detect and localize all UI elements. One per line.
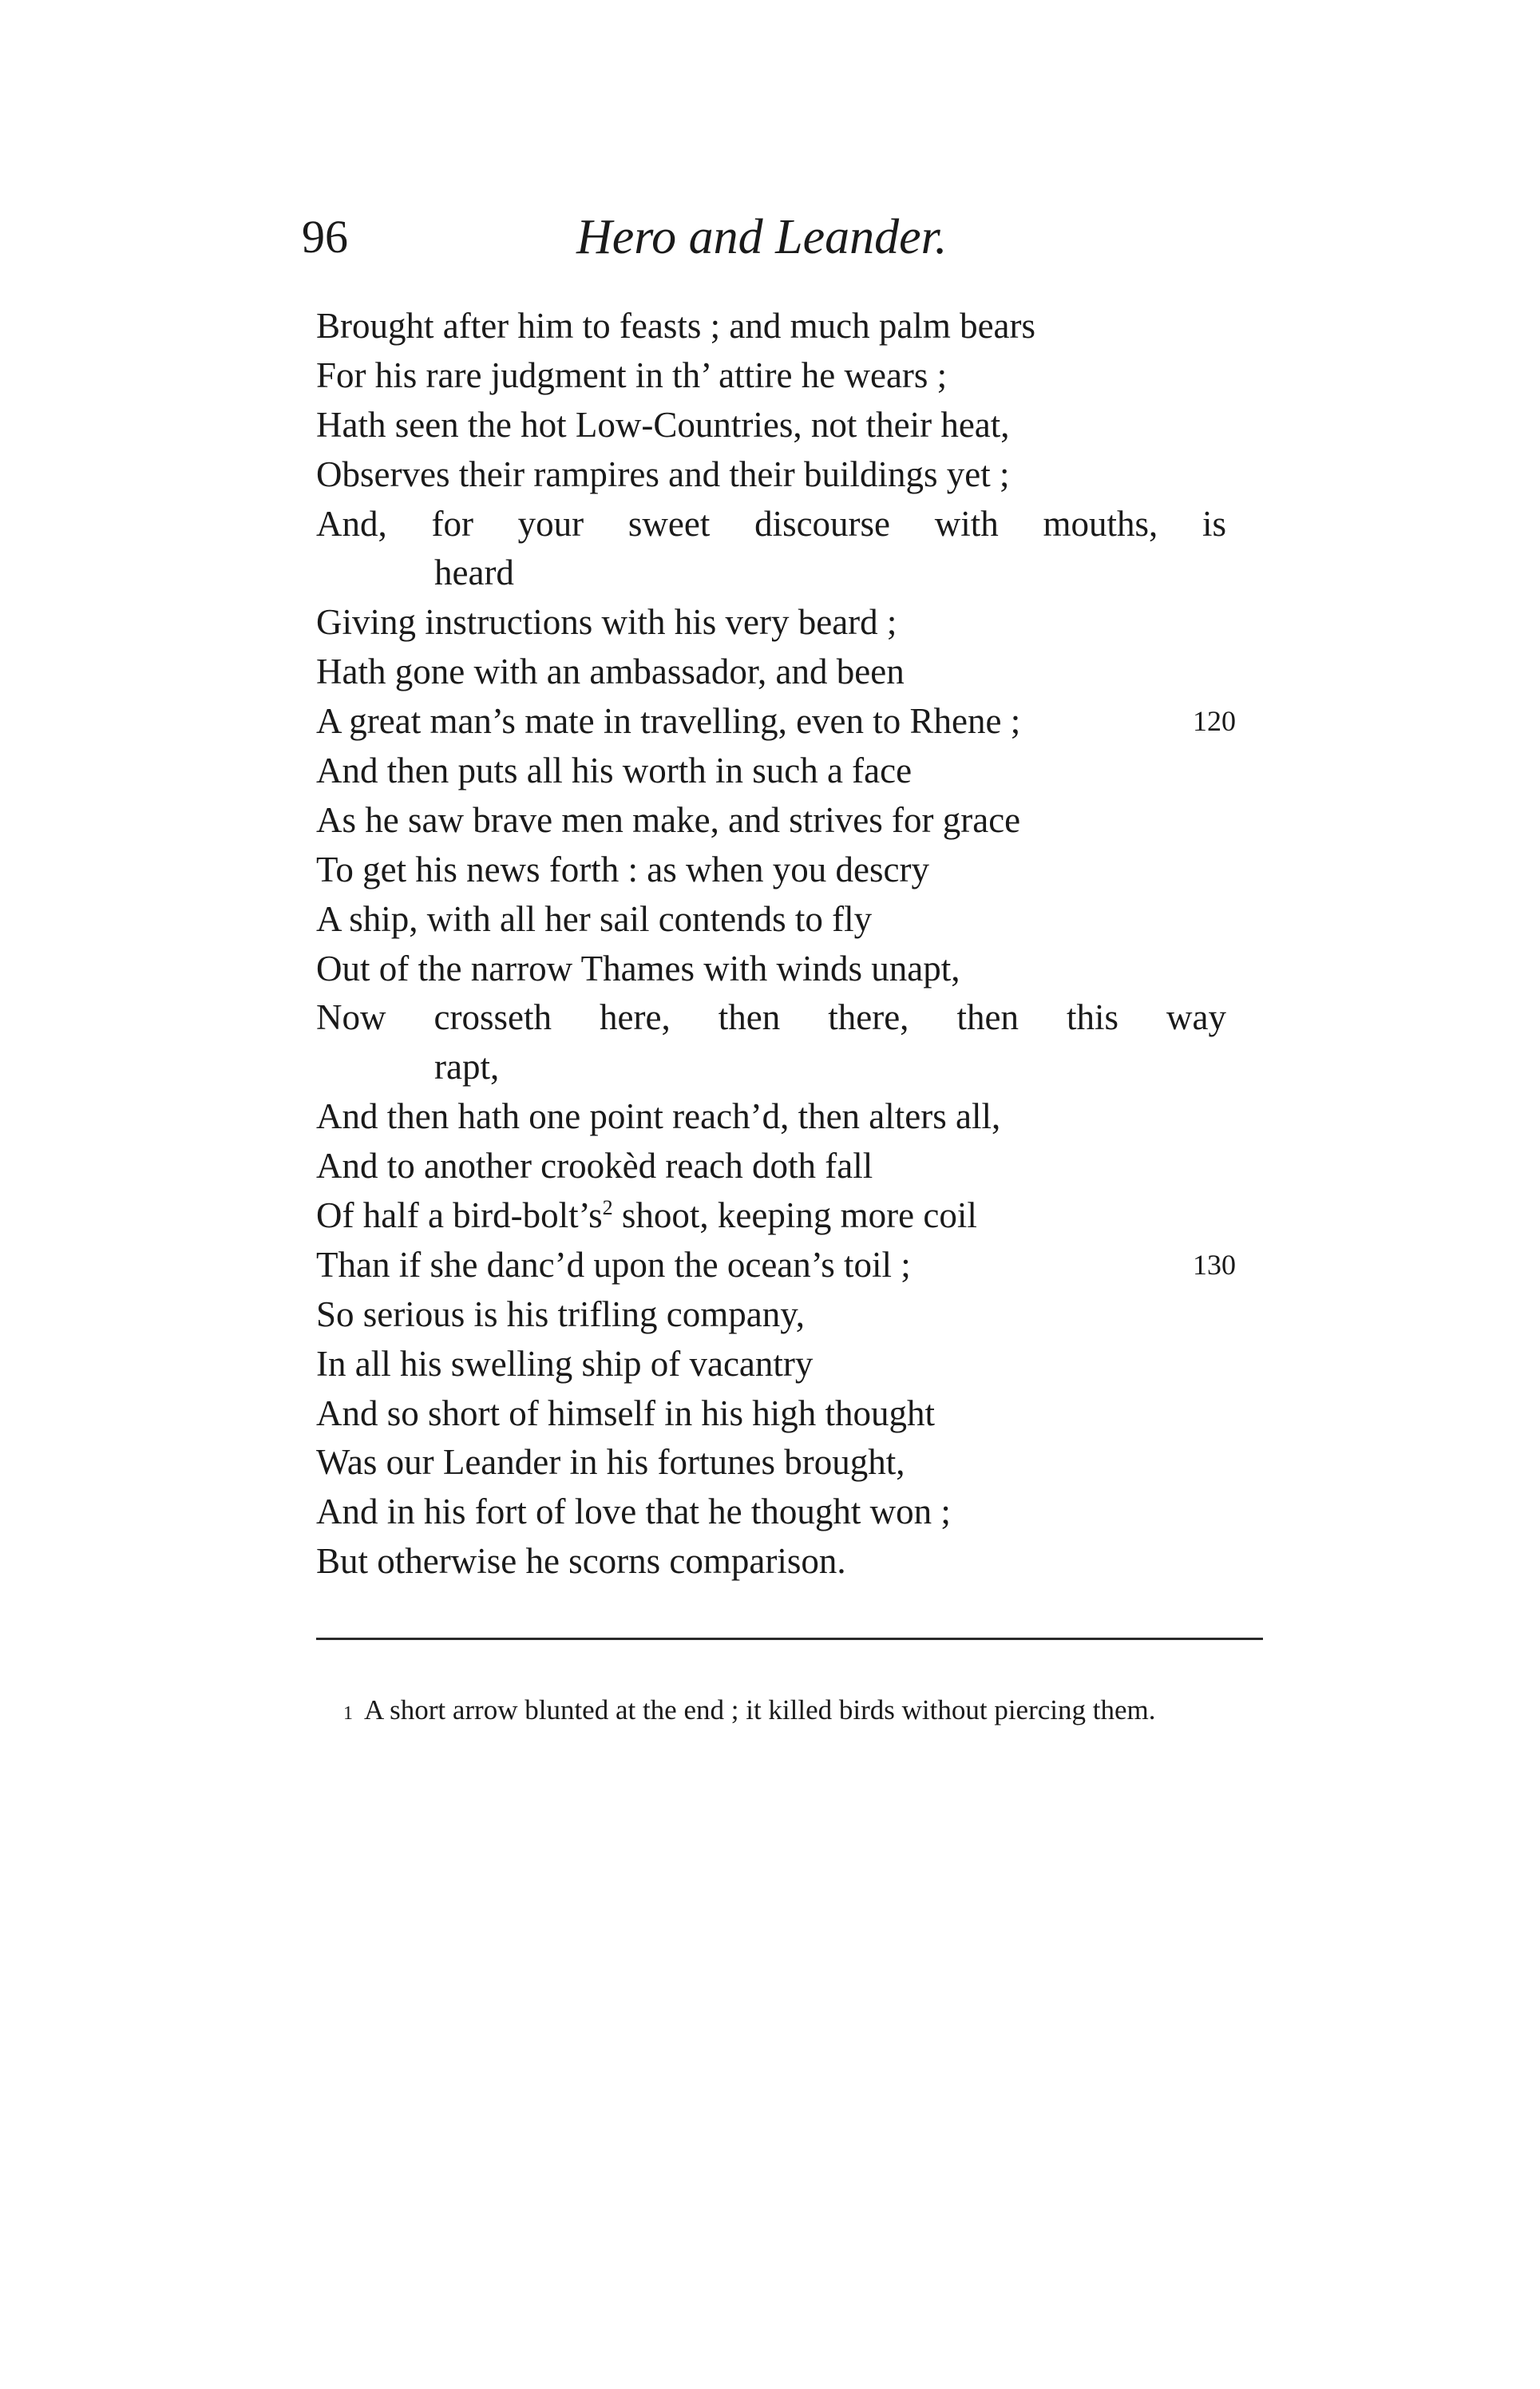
poem-line-text: And, for your sweet discourse with mouths, is xyxy=(316,503,1226,544)
poem-line-text: And in his fort of love that he thought won ; xyxy=(316,1492,951,1532)
line-number: 120 xyxy=(1193,705,1236,738)
poem-line-text: To get his news forth : as when you descry xyxy=(316,849,929,889)
poem-line xyxy=(316,846,1274,895)
poem-line-text xyxy=(316,1191,977,1241)
footnote-divider xyxy=(316,1638,1263,1640)
poem-line xyxy=(316,1241,1274,1290)
poem-line xyxy=(316,1488,1274,1537)
poem-line xyxy=(316,450,1274,500)
poem-line xyxy=(316,1142,1274,1191)
poem-line xyxy=(316,1191,1274,1241)
poem-line xyxy=(316,1537,1274,1587)
poem-line-text: So serious is his trifling company, xyxy=(316,1294,806,1334)
poem-line xyxy=(316,1438,1274,1488)
poem-line xyxy=(316,895,1274,945)
poem-line xyxy=(316,747,1274,796)
poem-line xyxy=(316,1290,1274,1340)
poem-line xyxy=(316,945,1274,994)
poem-line xyxy=(316,993,1274,1043)
poem-line xyxy=(316,549,1274,598)
line-number: 130 xyxy=(1193,1248,1236,1281)
footnote xyxy=(343,1693,1269,1731)
poem-line-text: A ship, with all her sail contends to fly xyxy=(316,898,873,939)
poem-line xyxy=(316,351,1274,401)
poem-line xyxy=(316,648,1274,697)
poem-line-text: But otherwise he scorns comparison. xyxy=(316,1541,846,1582)
footnote-reference: 2 xyxy=(602,1196,613,1220)
poem-line xyxy=(316,1092,1274,1142)
poem-text xyxy=(316,302,1274,1587)
poem-line-segment: shoot, keeping more coil xyxy=(612,1195,977,1236)
poem-line-text: And so short of himself in his high thought xyxy=(316,1393,935,1433)
poem-line-text: In all his swelling ship of vacantry xyxy=(316,1343,814,1384)
poem-line xyxy=(316,1340,1274,1389)
poem-line xyxy=(316,1043,1274,1092)
poem-line-text: Observes their rampires and their buildings yet ; xyxy=(316,454,1010,494)
poem-line-text: Was our Leander in his fortunes brought, xyxy=(316,1442,905,1483)
poem-line-text: Out of the narrow Thames with winds unapt, xyxy=(316,948,960,988)
poem-line-text: For his rare judgment in th’ attire he wears ; xyxy=(316,355,948,395)
poem-line-text: Now crosseth here, then there, then this way xyxy=(316,997,1226,1038)
poem-line-text: A great man’s mate in travelling, even to Rhene ; xyxy=(316,701,1021,742)
poem-line-segment: Of half a bird-bolt’s xyxy=(316,1195,603,1236)
poem-line xyxy=(316,796,1274,846)
poem-line-text: Giving instructions with his very beard ; xyxy=(316,602,897,643)
poem-line-text: As he saw brave men make, and strives for grace xyxy=(316,799,1021,840)
poem-line-text: Hath gone with an ambassador, and been xyxy=(316,652,905,692)
poem-line xyxy=(316,500,1274,549)
poem-line-text: And to another crookèd reach doth fall xyxy=(316,1146,873,1187)
poem-line xyxy=(316,302,1274,351)
poem-line-text: heard xyxy=(434,553,514,593)
poem-line-text: rapt, xyxy=(434,1047,500,1088)
running-title: Hero and Leander. xyxy=(576,210,948,264)
poem-line-text: And then hath one point reach’d, then alters all, xyxy=(316,1096,1001,1137)
page-number: 96 xyxy=(302,211,348,263)
poem-line-text: And then puts all his worth in such a face xyxy=(316,751,913,791)
poem-line-text: Hath seen the hot Low-Countries, not their heat, xyxy=(316,404,1010,445)
poem-line-text: Than if she danc’d upon the ocean’s toil ; xyxy=(316,1244,911,1285)
poem-line-text: Brought after him to feasts ; and much palm bears xyxy=(316,306,1036,346)
footnote-marker: 1 xyxy=(343,1703,353,1724)
poem-line xyxy=(316,1389,1274,1439)
poem-line xyxy=(316,401,1274,450)
poem-line xyxy=(316,598,1274,648)
footnote-text: A short arrow blunted at the end ; it killed birds without piercing them. xyxy=(364,1694,1156,1725)
poem-line xyxy=(316,697,1274,747)
